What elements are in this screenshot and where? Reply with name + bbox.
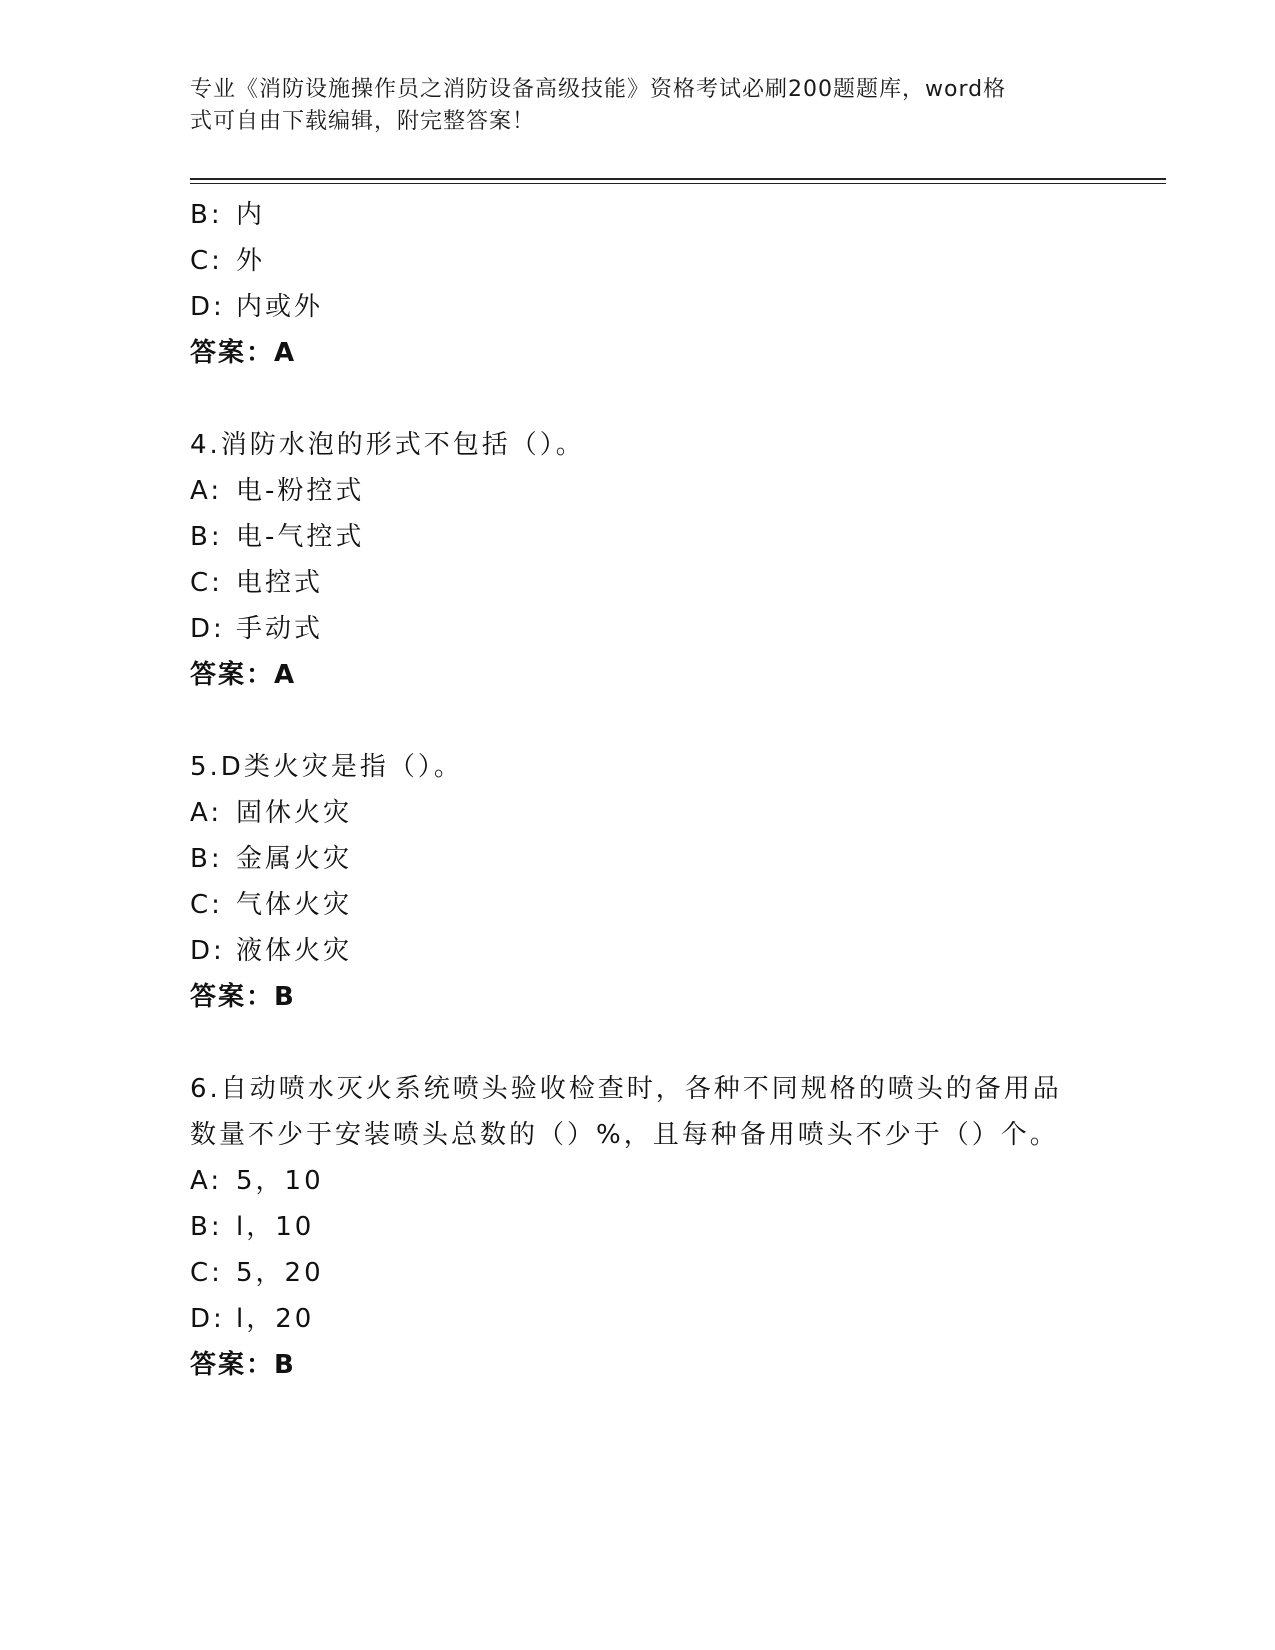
option-text: 手动式 — [236, 614, 324, 644]
question-text: 4.消防水泡的形式不包括（）。 — [190, 430, 585, 460]
header-title-line-1: 专业《消防设施操作员之消防设备高级技能》资格考试必刷200题题库，word格 — [190, 77, 1007, 102]
document-header — [190, 74, 1070, 138]
option-d — [190, 1296, 1090, 1342]
spacer — [190, 1020, 1090, 1066]
option-text: l，10 — [236, 1212, 315, 1242]
option-a — [190, 468, 1090, 514]
option-text: 固休火灾 — [236, 798, 353, 828]
option-d — [190, 928, 1090, 974]
option-d — [190, 606, 1090, 652]
question-6 — [190, 1066, 1090, 1388]
option-b — [190, 192, 1090, 238]
option-key: D: — [190, 614, 225, 644]
spacer — [190, 698, 1090, 744]
option-c — [190, 882, 1090, 928]
option-key: C: — [190, 1258, 223, 1288]
option-key: B: — [190, 200, 223, 230]
option-key: A: — [190, 798, 223, 828]
option-b — [190, 514, 1090, 560]
question-3-partial — [190, 192, 1090, 376]
answer-line: 答案：B — [190, 982, 296, 1012]
option-key: D: — [190, 292, 225, 322]
option-text: 5，20 — [236, 1258, 324, 1288]
option-text: 外 — [236, 246, 266, 276]
option-c — [190, 238, 1090, 284]
option-key: B: — [190, 844, 223, 874]
answer-line: 答案：A — [190, 338, 297, 368]
option-key: A: — [190, 1166, 223, 1196]
option-text: 5，10 — [236, 1166, 324, 1196]
option-key: D: — [190, 1304, 225, 1334]
option-c — [190, 560, 1090, 606]
option-key: C: — [190, 246, 223, 276]
question-4 — [190, 422, 1090, 698]
option-text: 内或外 — [236, 292, 324, 322]
option-text: 电控式 — [236, 568, 324, 598]
option-key: C: — [190, 890, 223, 920]
answer-line: 答案：A — [190, 660, 297, 690]
option-a — [190, 790, 1090, 836]
option-text: 电-粉控式 — [236, 476, 365, 506]
option-text: 液体火灾 — [236, 936, 353, 966]
option-d — [190, 284, 1090, 330]
header-title-line-2: 式可自由下载编辑，附完整答案！ — [190, 109, 536, 134]
option-key: D: — [190, 936, 225, 966]
question-list — [190, 192, 1090, 1388]
option-c — [190, 1250, 1090, 1296]
option-text: 气体火灾 — [236, 890, 353, 920]
option-b — [190, 836, 1090, 882]
option-text: 内 — [236, 200, 266, 230]
question-text-line-2: 数量不少于安装喷头总数的（）%，且每种备用喷头不少于（）个。 — [190, 1120, 1059, 1150]
spacer — [190, 376, 1090, 422]
option-text: l，20 — [236, 1304, 315, 1334]
option-key: B: — [190, 522, 223, 552]
option-text: 金属火灾 — [236, 844, 353, 874]
question-text: 5.D类火灾是指（）。 — [190, 752, 463, 782]
option-key: C: — [190, 568, 223, 598]
option-key: B: — [190, 1212, 223, 1242]
answer-line: 答案：B — [190, 1350, 296, 1380]
question-5 — [190, 744, 1090, 1020]
header-divider-thin — [190, 183, 1166, 184]
option-a — [190, 1158, 1090, 1204]
option-b — [190, 1204, 1090, 1250]
option-key: A: — [190, 476, 223, 506]
option-text: 电-气控式 — [236, 522, 365, 552]
header-divider-thick — [190, 178, 1166, 180]
question-text-line-1: 6.自动喷水灭火系统喷头验收检查时，各种不同规格的喷头的备用品 — [190, 1074, 1062, 1104]
